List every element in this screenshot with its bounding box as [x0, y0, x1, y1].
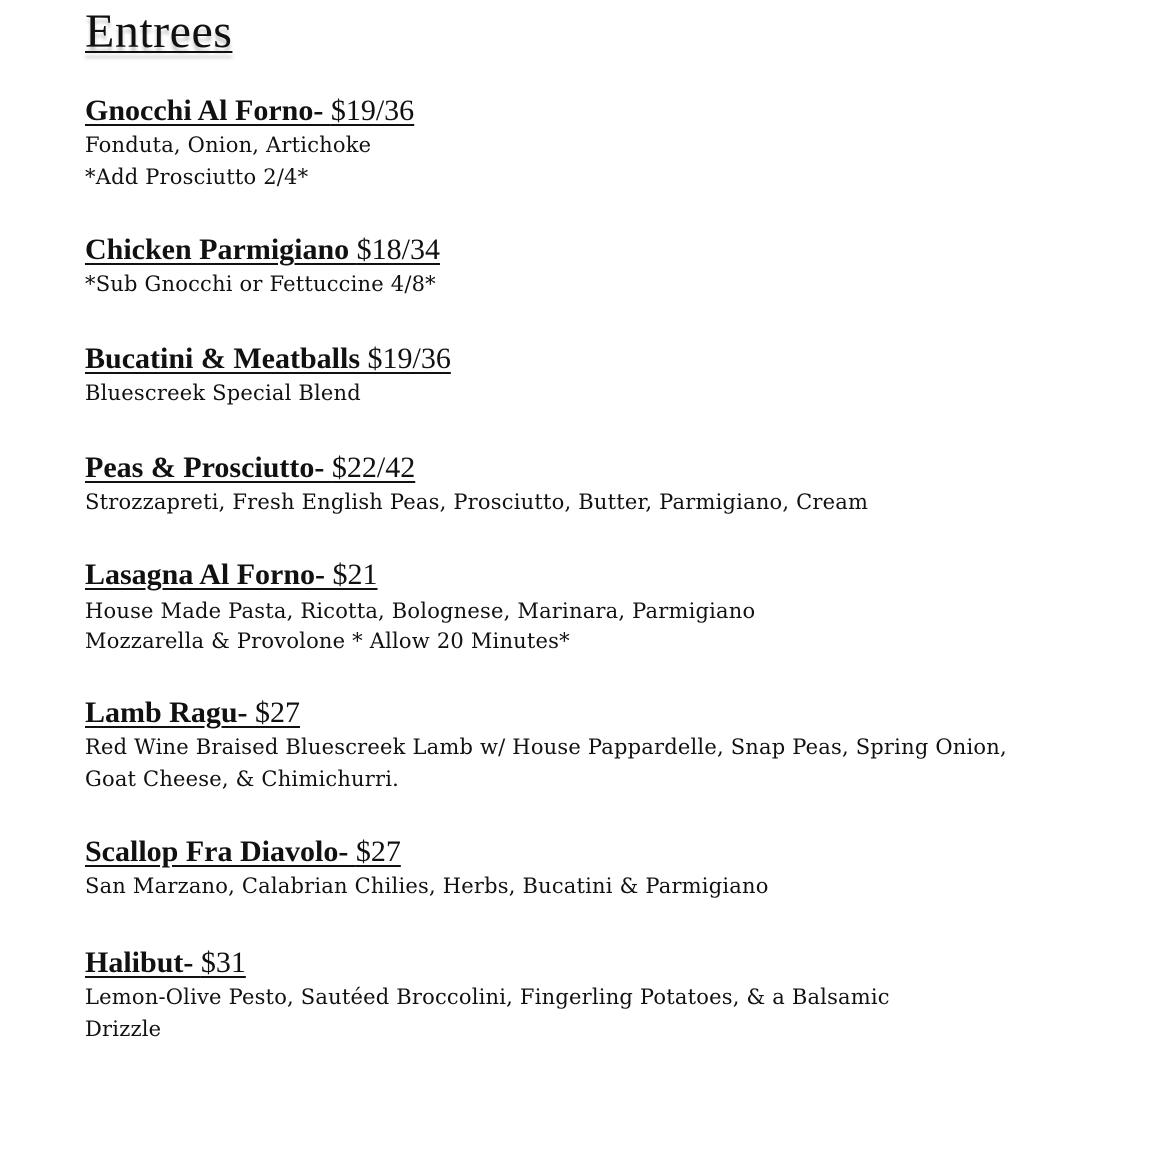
- menu-item-name: Gnocchi Al Forno-: [85, 94, 331, 127]
- menu-item-price: $22/42: [331, 451, 416, 484]
- menu-item-heading: [85, 449, 868, 486]
- menu-item-heading: [85, 694, 1007, 731]
- menu-item-name: Peas & Prosciutto-: [85, 451, 332, 484]
- menu-item-description-line-2: Drizzle: [85, 1017, 162, 1041]
- menu-item-price: $19/36: [330, 94, 415, 127]
- menu-item-description: Bluescreek Special Blend: [85, 381, 361, 405]
- menu-item-name: Bucatini & Meatballs: [85, 342, 368, 375]
- menu-item-description: Lemon-Olive Pesto, Sautéed Broccolini, Fingerling Potatoes, & a Balsamic: [85, 985, 890, 1009]
- menu-item-heading: [85, 92, 414, 129]
- menu-item-price: $19/36: [367, 342, 451, 375]
- menu-item-chicken-parmigiano: [85, 231, 440, 300]
- menu-item-name: Scallop Fra Diavolo-: [85, 835, 356, 868]
- menu-item-lasagna-al-forno: [85, 556, 755, 657]
- menu-item-note: *Add Prosciutto 2/4*: [85, 165, 309, 189]
- menu-item-heading: [85, 556, 755, 593]
- menu-item-heading: [85, 231, 440, 268]
- menu-item-note: *Sub Gnocchi or Fettuccine 4/8*: [85, 272, 436, 296]
- menu-item-lamb-ragu: [85, 694, 1007, 795]
- menu-item-gnocchi-al-forno: [85, 92, 414, 193]
- menu-item-description: Fonduta, Onion, Artichoke: [85, 133, 372, 157]
- menu-item-heading: [85, 833, 769, 870]
- menu-item-description: Strozzapreti, Fresh English Peas, Prosciutto, Butter, Parmigiano, Cream: [85, 490, 869, 514]
- menu-item-price: $18/34: [356, 233, 441, 266]
- menu-item-heading: [85, 944, 890, 981]
- menu-item-description: San Marzano, Calabrian Chilies, Herbs, Bucatini & Parmigiano: [85, 874, 769, 898]
- menu-item-description: Red Wine Braised Bluescreek Lamb w/ House Pappardelle, Snap Peas, Spring Onion,: [85, 735, 1007, 759]
- page-title: Entrees: [85, 5, 233, 58]
- menu-item-price: $27: [255, 696, 301, 729]
- menu-item-heading: [85, 340, 451, 377]
- menu-item-peas-prosciutto: [85, 449, 868, 518]
- menu-item-name: Chicken Parmigiano: [85, 233, 357, 266]
- menu-item-scallop-fra-diavolo: [85, 833, 769, 902]
- menu-item-description-line-2: Mozzarella & Provolone * Allow 20 Minutes*: [85, 629, 570, 653]
- menu-item-name: Lamb Ragu-: [85, 696, 256, 729]
- menu-item-price: $27: [355, 835, 401, 868]
- menu-item-price: $21: [332, 558, 378, 591]
- menu-item-price: $31: [200, 946, 246, 979]
- menu-item-name: Lasagna Al Forno-: [85, 558, 333, 591]
- menu-item-halibut: [85, 944, 890, 1045]
- menu-item-bucatini-meatballs: [85, 340, 451, 409]
- menu-item-description-line-2: Goat Cheese, & Chimichurri.: [85, 767, 400, 791]
- menu-item-description: House Made Pasta, Ricotta, Bolognese, Marinara, Parmigiano: [85, 599, 756, 623]
- menu-item-name: Halibut-: [85, 946, 201, 979]
